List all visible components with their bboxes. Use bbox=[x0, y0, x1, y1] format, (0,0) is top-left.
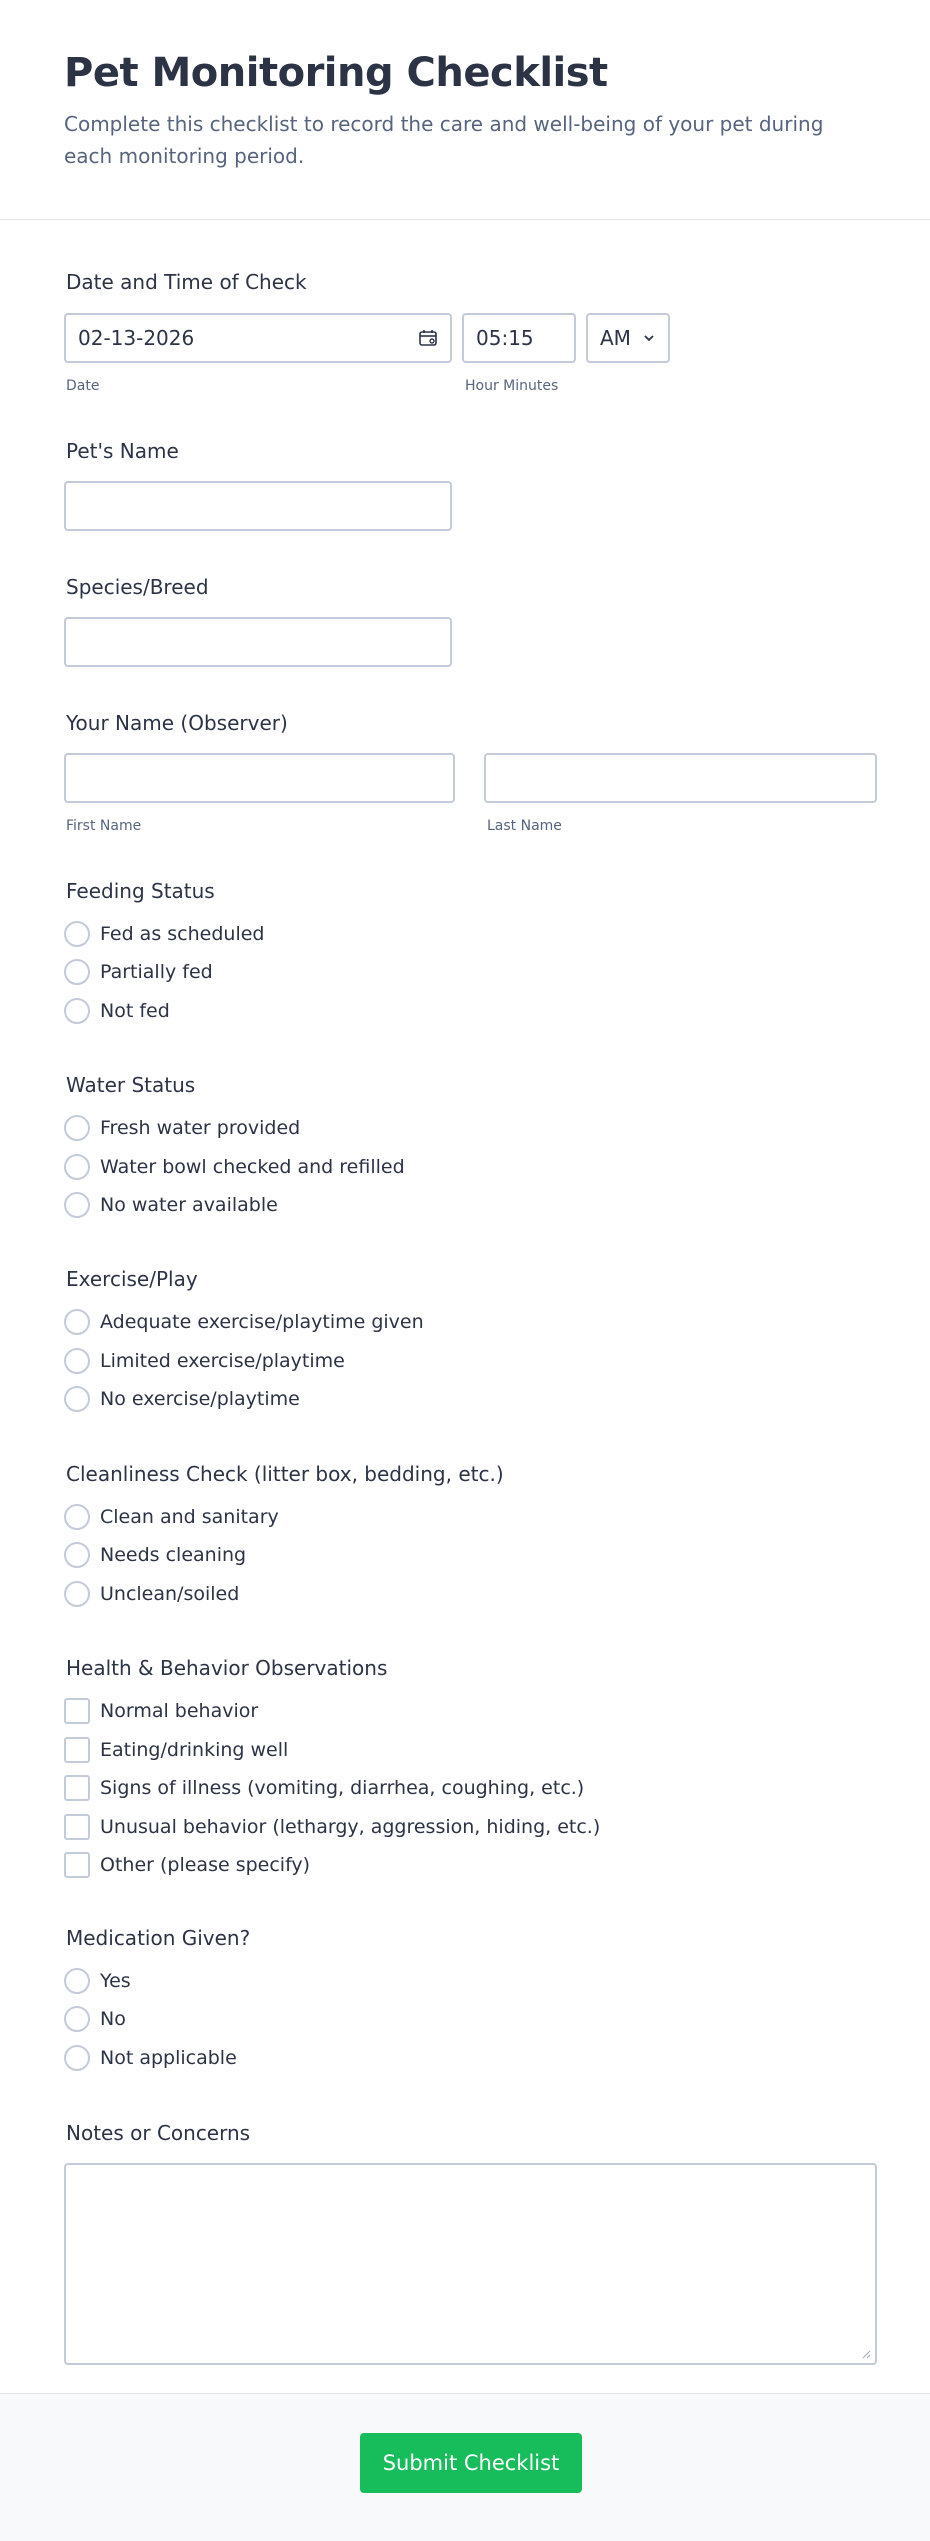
page-title: Pet Monitoring Checklist bbox=[64, 50, 608, 96]
calendar-icon[interactable] bbox=[418, 328, 438, 348]
feeding-option[interactable] bbox=[64, 920, 264, 948]
checkbox[interactable] bbox=[64, 1775, 90, 1801]
option-label: Water bowl checked and refilled bbox=[100, 1156, 405, 1178]
exercise-option[interactable] bbox=[64, 1308, 424, 1336]
first-name-input[interactable] bbox=[64, 753, 455, 803]
health-option[interactable] bbox=[64, 1813, 600, 1841]
medication-label: Medication Given? bbox=[66, 1926, 251, 1950]
water-label: Water Status bbox=[66, 1073, 196, 1097]
health-label: Health & Behavior Observations bbox=[66, 1656, 388, 1680]
time-value: 05:15 bbox=[476, 326, 534, 350]
species-label: Species/Breed bbox=[66, 575, 209, 599]
radio-button[interactable] bbox=[64, 1386, 90, 1412]
option-label: Adequate exercise/playtime given bbox=[100, 1311, 424, 1333]
last-name-sublabel: Last Name bbox=[487, 818, 562, 834]
radio-button[interactable] bbox=[64, 1968, 90, 1994]
form-footer bbox=[0, 2393, 930, 2541]
medication-option[interactable] bbox=[64, 1967, 131, 1995]
date-value: 02-13-2026 bbox=[78, 326, 195, 350]
resize-handle-icon[interactable] bbox=[861, 2349, 871, 2359]
date-sublabel: Date bbox=[66, 378, 100, 394]
radio-button[interactable] bbox=[64, 998, 90, 1024]
exercise-option[interactable] bbox=[64, 1347, 345, 1375]
option-label: No water available bbox=[100, 1194, 278, 1216]
radio-button[interactable] bbox=[64, 1115, 90, 1141]
feeding-option[interactable] bbox=[64, 997, 170, 1025]
cleanliness-option[interactable] bbox=[64, 1541, 246, 1569]
chevron-down-icon bbox=[642, 332, 656, 344]
species-input[interactable] bbox=[64, 617, 452, 667]
time-input[interactable] bbox=[462, 313, 576, 363]
checkbox[interactable] bbox=[64, 1737, 90, 1763]
radio-button[interactable] bbox=[64, 1581, 90, 1607]
option-label: Limited exercise/playtime bbox=[100, 1350, 345, 1372]
water-option[interactable] bbox=[64, 1114, 300, 1142]
water-option[interactable] bbox=[64, 1191, 278, 1219]
option-label: Fresh water provided bbox=[100, 1117, 301, 1139]
observer-label: Your Name (Observer) bbox=[66, 711, 288, 735]
radio-button[interactable] bbox=[64, 1542, 90, 1568]
checkbox[interactable] bbox=[64, 1852, 90, 1878]
option-label: No exercise/playtime bbox=[100, 1388, 300, 1410]
option-label: Not applicable bbox=[100, 2047, 237, 2069]
submit-button[interactable]: Submit Checklist bbox=[360, 2433, 582, 2493]
radio-button[interactable] bbox=[64, 1154, 90, 1180]
pet-name-input[interactable] bbox=[64, 481, 452, 531]
notes-textarea[interactable] bbox=[64, 2163, 877, 2365]
date-input[interactable] bbox=[64, 313, 452, 363]
notes-label: Notes or Concerns bbox=[66, 2121, 251, 2145]
option-label: Fed as scheduled bbox=[100, 923, 265, 945]
option-label: Normal behavior bbox=[100, 1700, 259, 1722]
option-label: Yes bbox=[100, 1970, 131, 1992]
health-option[interactable] bbox=[64, 1851, 310, 1879]
radio-button[interactable] bbox=[64, 1504, 90, 1530]
ampm-value: AM bbox=[600, 326, 631, 350]
checkbox[interactable] bbox=[64, 1814, 90, 1840]
pet-name-label: Pet's Name bbox=[66, 439, 179, 463]
medication-option[interactable] bbox=[64, 2005, 126, 2033]
cleanliness-option[interactable] bbox=[64, 1503, 279, 1531]
radio-button[interactable] bbox=[64, 1348, 90, 1374]
feeding-option[interactable] bbox=[64, 958, 213, 986]
radio-button[interactable] bbox=[64, 959, 90, 985]
radio-button[interactable] bbox=[64, 2006, 90, 2032]
form-header bbox=[0, 0, 930, 220]
last-name-input[interactable] bbox=[484, 753, 877, 803]
exercise-label: Exercise/Play bbox=[66, 1267, 198, 1291]
option-label: Unusual behavior (lethargy, aggression, hiding, etc.) bbox=[100, 1816, 601, 1838]
option-label: Signs of illness (vomiting, diarrhea, coughing, etc.) bbox=[100, 1777, 585, 1799]
feeding-label: Feeding Status bbox=[66, 879, 215, 903]
first-name-sublabel: First Name bbox=[66, 818, 142, 834]
radio-button[interactable] bbox=[64, 2045, 90, 2071]
ampm-select[interactable] bbox=[586, 313, 670, 363]
page-description: Complete this checklist to record the care and well-being of your pet during each monitoring period. bbox=[64, 112, 824, 168]
option-label: Other (please specify) bbox=[100, 1854, 311, 1876]
health-option[interactable] bbox=[64, 1736, 288, 1764]
option-label: No bbox=[100, 2008, 126, 2030]
exercise-option[interactable] bbox=[64, 1385, 300, 1413]
radio-button[interactable] bbox=[64, 921, 90, 947]
option-label: Clean and sanitary bbox=[100, 1506, 279, 1528]
water-option[interactable] bbox=[64, 1153, 405, 1181]
health-option[interactable] bbox=[64, 1697, 258, 1725]
medication-option[interactable] bbox=[64, 2044, 237, 2072]
option-label: Eating/drinking well bbox=[100, 1739, 289, 1761]
cleanliness-label: Cleanliness Check (litter box, bedding, etc.) bbox=[66, 1462, 504, 1486]
radio-button[interactable] bbox=[64, 1192, 90, 1218]
datetime-label: Date and Time of Check bbox=[66, 270, 307, 294]
cleanliness-option[interactable] bbox=[64, 1580, 239, 1608]
radio-button[interactable] bbox=[64, 1309, 90, 1335]
time-sublabel: Hour Minutes bbox=[465, 378, 559, 394]
option-label: Not fed bbox=[100, 1000, 170, 1022]
health-option[interactable] bbox=[64, 1774, 584, 1802]
option-label: Partially fed bbox=[100, 961, 213, 983]
checkbox[interactable] bbox=[64, 1698, 90, 1724]
option-label: Unclean/soiled bbox=[100, 1583, 240, 1605]
option-label: Needs cleaning bbox=[100, 1544, 247, 1566]
